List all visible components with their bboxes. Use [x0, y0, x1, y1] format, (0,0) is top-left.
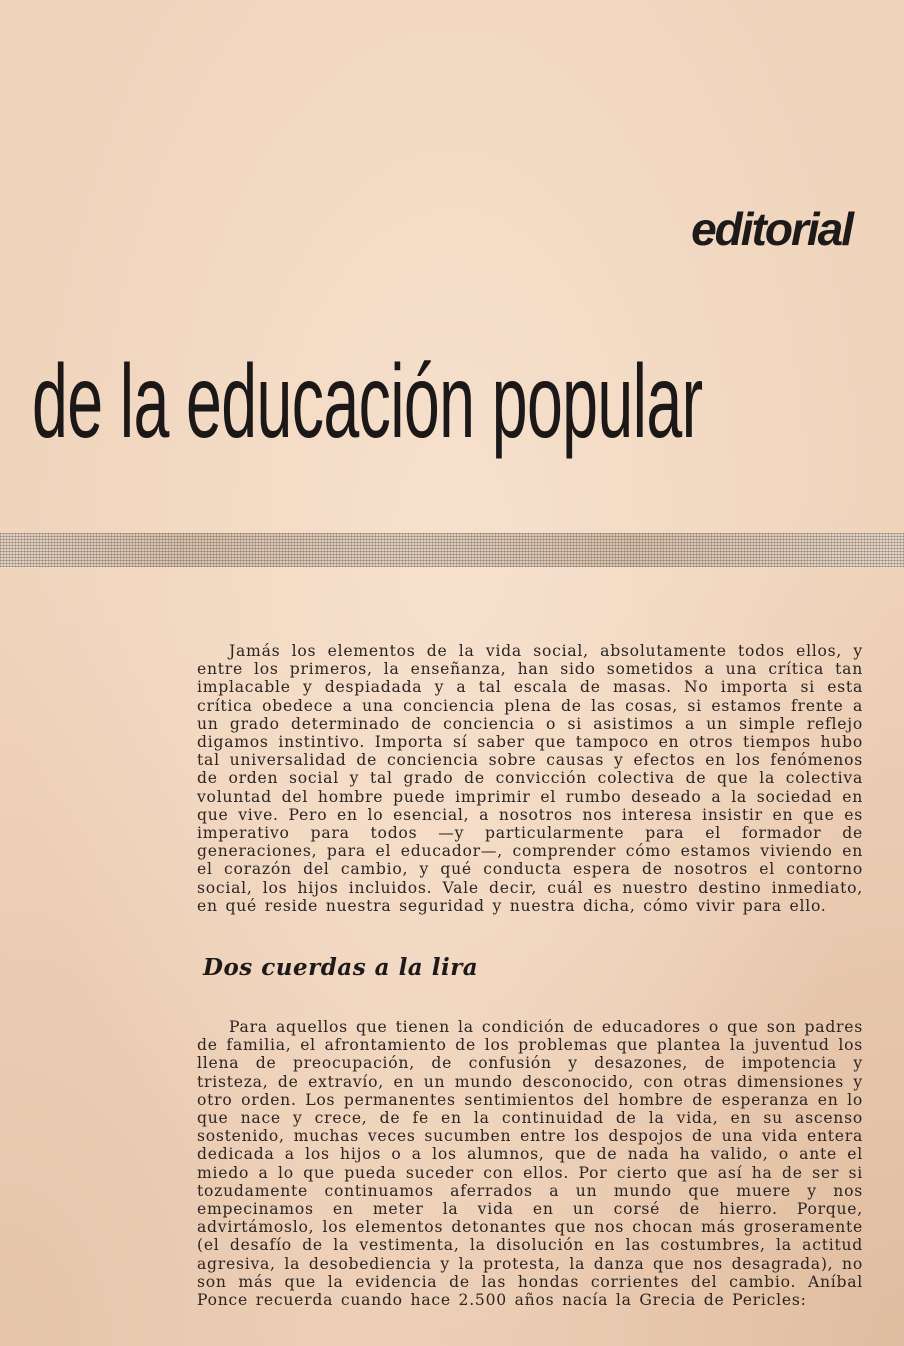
page-title: de la educación popular [32, 344, 703, 460]
section-label: editorial [691, 203, 852, 255]
decorative-halftone-band [0, 533, 904, 567]
article-paragraph-2: Para aquellos que tienen la condición de educadores o que son padres de familia, el afrontamiento de los problemas que plantea la juventud los llena de preocupación, de confusión y desazones, de impotencia y tristeza, de extravío, en un mundo desconocido, con otras dimensiones y otro orden. Los permanentes sentimientos del hombre de esperanza en lo que nace y crece, de fe en la continuidad de la vida, en su ascenso sostenido, muchas veces sucumben entre los despojos de una vida entera dedicada a los hijos o a los alumnos, que de nada ha valido, o ante el miedo a lo que pueda suceder con ellos. Por cierto que así ha de ser si tozudamente continuamos aferrados a un mundo que muere y nos empecinamos en meter la vida en un corsé de hierro. Porque, advirtámoslo, los elementos detonantes que nos chocan más groseramente (el desafío de la vestimenta, la disolución en las costumbres, la actitud agresiva, la desobediencia y la protesta, la danza que nos desagrada), no son más que la evidencia de las hondas corrientes del cambio. Aníbal Ponce recuerda cuando hace 2.500 años nacía la Grecia de Pericles: [197, 1018, 863, 1310]
article-paragraph-1: Jamás los elementos de la vida social, absolutamente todos ellos, y entre los primeros, la enseñanza, han sido sometidos a una crítica tan implacable y despiadada y a tal escala de masas. No importa si esta crítica obedece a una conciencia plena de las cosas, si estamos frente a un grado determinado de conciencia o si asistimos a un simple reflejo digamos instintivo. Importa sí saber que tampoco en otros tiempos hubo tal universalidad de conciencia sobre causas y efectos en los fenómenos de orden social y tal grado de convicción colectiva de que la colectiva voluntad del hombre puede imprimir el rumbo deseado a la sociedad en que vive. Pero en lo esencial, a nosotros nos interesa insistir en que es imperativo para todos —y particularmente para el formador de generaciones, para el educador—, comprender cómo estamos viviendo en el corazón del cambio, y qué conducta espera de nosotros el contorno social, los hijos incluidos. Vale decir, cuál es nuestro destino inmediato, en qué reside nuestra seguridad y nuestra dicha, cómo vivir para ello. [197, 642, 863, 915]
article-subheading: Dos cuerdas a la lira [203, 954, 479, 981]
